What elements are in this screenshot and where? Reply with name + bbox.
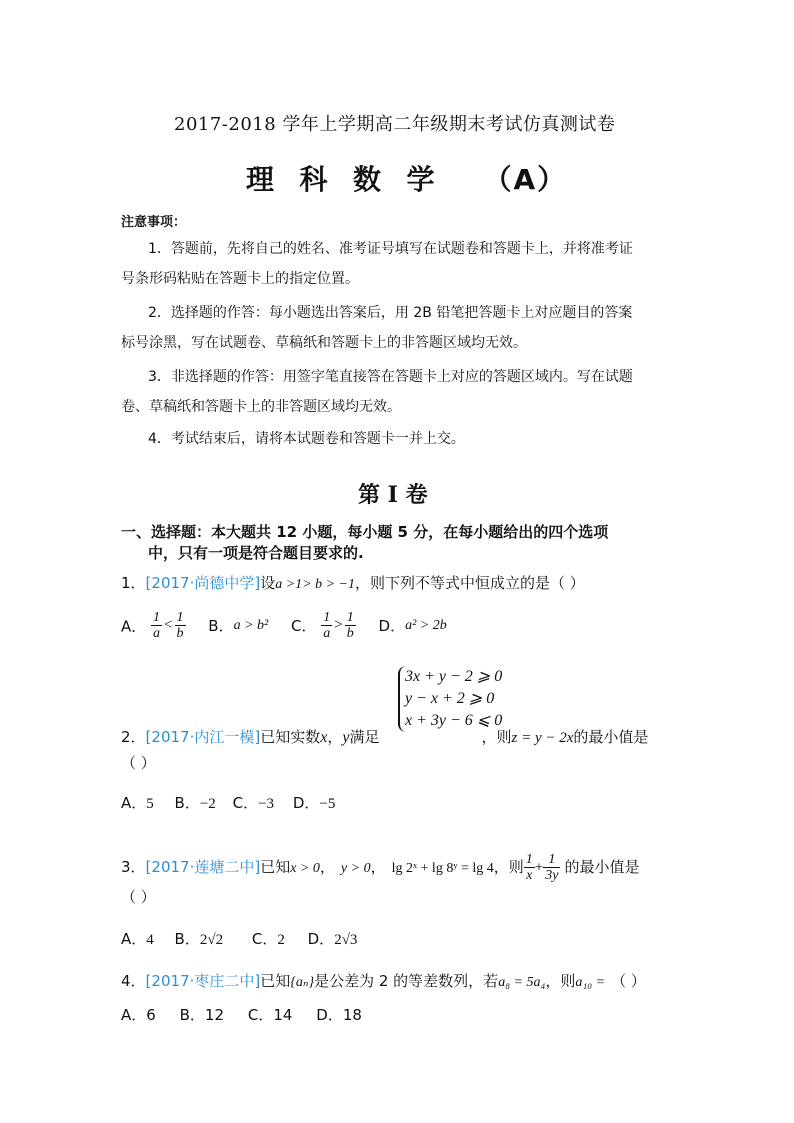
option-label: A． — [121, 617, 147, 636]
exam-subtitle: 2017-2018 学年上学期高二年级期末考试仿真测试卷 — [174, 114, 616, 135]
notice-line-5: 3．非选择题的作答：用签字笔直接答在答题卡上对应的答题区域内。写在试题 — [148, 369, 633, 385]
option-expr: a > b² — [233, 617, 269, 633]
question-number: 3． — [121, 858, 146, 876]
question-text: 是公差为 2 的等差数列，若 — [314, 972, 499, 990]
option-label: B． — [208, 617, 234, 636]
question-2-paren: （ ） — [121, 754, 156, 772]
question-4-options: A．6 B．12 C．14 D．18 — [121, 1006, 362, 1024]
exam-title: 理 科 数 学 （A） — [246, 163, 568, 196]
operator: > — [334, 617, 343, 634]
fraction: $\frac{1}{3y}$ — [545, 851, 559, 883]
source-tag: [2017·莲塘二中] — [145, 858, 261, 876]
question-2-system — [398, 666, 502, 732]
question-2-options: A．5 B．−2 C．−3 D．−5 — [121, 794, 336, 812]
fraction: $\frac{1}{a}$ — [153, 610, 161, 642]
source-tag: [2017·枣庄二中] — [145, 972, 261, 990]
question-text: ，则 — [545, 972, 576, 990]
condition-expr: a >1> b > −1 — [275, 577, 356, 592]
notice-line-3: 2．选择题的作答：每小题选出答案后，用 2B 铅笔把答题卡上对应题目的答案 — [148, 305, 633, 321]
question-text: 设 — [260, 574, 276, 592]
question-number: 2． — [121, 728, 146, 746]
question-1-options — [121, 610, 447, 642]
operator: < — [164, 617, 173, 634]
question-text: 已知 — [260, 972, 291, 990]
fraction: $\frac{1}{a}$ — [323, 610, 331, 642]
notice-line-4: 标号涂黑，写在试题卷、草稿纸和答题卡上的非答题区域均无效。 — [121, 335, 527, 351]
notice-heading: 注意事项： — [121, 215, 187, 230]
question-2: 2．[2017·内江一模]已知实数x，y满足 ，则z = y − 2x的最小值是 — [121, 728, 649, 746]
question-number: 1． — [121, 574, 146, 592]
question-number: 4． — [121, 972, 146, 990]
question-text: ，则 — [481, 728, 512, 746]
fraction: $\frac{1}{x}$ — [525, 851, 533, 883]
fraction: $\frac{1}{b}$ — [346, 610, 354, 642]
notice-line-1: 1．答题前，先将自己的姓名、准考证号填写在试题卷和答题卡上，并将准考证 — [148, 241, 633, 257]
question-text: 的最小值是 — [573, 728, 649, 746]
question-3-options: A．4 B．2√2 C．2 D．2√3 — [121, 930, 358, 948]
notice-line-6: 卷、草稿纸和答题卡上的非答题区域均无效。 — [121, 399, 401, 415]
question-3-paren: （ ） — [121, 888, 156, 906]
question-text: ，则 — [493, 858, 524, 876]
inequality-system: 3x + y − 2 ⩾ 0 y − x + 2 ⩾ 0 x + 3y − 6 ⩽ 0 — [398, 666, 502, 732]
option-expr: a² > 2b — [405, 617, 447, 633]
option-label: C． — [291, 617, 317, 636]
variable: x — [320, 729, 328, 746]
notice-line-2: 号条形码粘贴在答题卡上的指定位置。 — [121, 271, 359, 287]
question-text: 满足 — [349, 728, 380, 746]
volume-heading: 第 I 卷 — [358, 482, 428, 508]
notice-line-7: 4．考试结束后，请将本试题卷和答题卡一并上交。 — [148, 431, 465, 447]
question-4: 4．[2017·枣庄二中]已知{aₙ}是公差为 2 的等差数列，若a₈ = 5a₄，则a₁₀ = （ ） — [121, 972, 646, 990]
target-expr: z = y − 2x — [511, 730, 574, 746]
option-label: D． — [378, 617, 406, 636]
question-text: 的最小值是 — [564, 858, 640, 876]
source-tag: [2017·内江一模] — [145, 728, 261, 746]
question-text: 已知实数 — [260, 728, 321, 746]
fraction: $\frac{1}{b}$ — [176, 610, 184, 642]
question-text: 已知 — [260, 858, 291, 876]
source-tag: [2017·尚德中学] — [145, 574, 261, 592]
variable: y — [342, 729, 350, 746]
section-heading-line2: 中，只有一项是符合题目要求的. — [148, 544, 364, 562]
question-1 — [121, 572, 585, 593]
section-heading-line1: 一、选择题：本大题共 12 小题，每小题 5 分，在每小题给出的四个选项 — [121, 523, 609, 541]
question-3: 3．[2017·莲塘二中]已知x > 0， y > 0， lg 2ˣ + lg 8ʸ = lg 4，则 $\frac{1}{x}$ + $\frac{1}{3y}$ 的最小值是 — [121, 851, 640, 883]
question-text: ，则下列不等式中恒成立的是（ ） — [355, 574, 585, 592]
